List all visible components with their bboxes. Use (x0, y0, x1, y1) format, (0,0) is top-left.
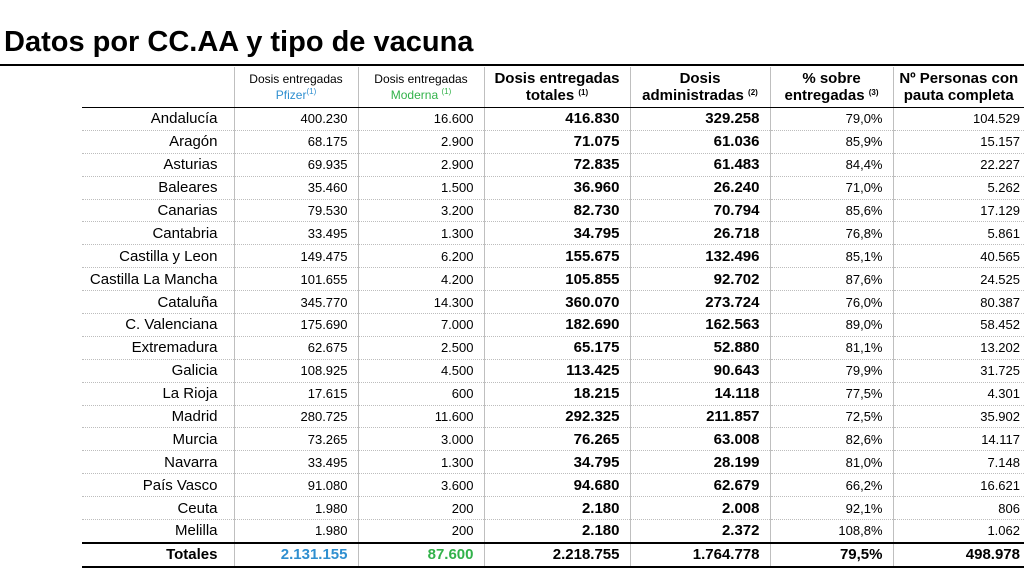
pfizer-cell: 1.980 (234, 520, 358, 543)
moderna-cell: 2.500 (358, 336, 484, 359)
porcentaje-cell: 85,9% (770, 130, 893, 153)
totales-column-header (484, 67, 630, 108)
totales-cell: 71.075 (484, 130, 630, 153)
pfizer-cell: 68.175 (234, 130, 358, 153)
region-cell: Andalucía (82, 108, 234, 131)
moderna-cell: 14.300 (358, 291, 484, 314)
totals-pfizer: 2.131.155 (234, 543, 358, 567)
table-row (82, 268, 1024, 291)
personas-cell: 806 (893, 497, 1024, 520)
region-cell: Castilla La Mancha (82, 268, 234, 291)
pfizer-header-line2: Pfizer (275, 88, 307, 102)
personas-cell: 58.452 (893, 314, 1024, 337)
region-cell: Navarra (82, 451, 234, 474)
administradas-cell: 162.563 (630, 314, 770, 337)
vaccine-data-table (82, 67, 1024, 568)
totales-cell: 155.675 (484, 245, 630, 268)
region-cell: Aragón (82, 130, 234, 153)
moderna-cell: 2.900 (358, 130, 484, 153)
administradas-cell: 62.679 (630, 474, 770, 497)
table-row (82, 405, 1024, 428)
porcentaje-cell: 76,0% (770, 291, 893, 314)
table-row (82, 382, 1024, 405)
totales-cell: 360.070 (484, 291, 630, 314)
administradas-cell: 329.258 (630, 108, 770, 131)
pfizer-cell: 73.265 (234, 428, 358, 451)
table-row (82, 359, 1024, 382)
administradas-cell: 61.036 (630, 130, 770, 153)
porcentaje-cell: 82,6% (770, 428, 893, 451)
region-cell: Cantabria (82, 222, 234, 245)
personas-cell: 5.861 (893, 222, 1024, 245)
personas-cell: 35.902 (893, 405, 1024, 428)
porcentaje-cell: 108,8% (770, 520, 893, 543)
administradas-cell: 2.008 (630, 497, 770, 520)
personas-cell: 4.301 (893, 382, 1024, 405)
totales-cell: 76.265 (484, 428, 630, 451)
totales-cell: 105.855 (484, 268, 630, 291)
table-row (82, 291, 1024, 314)
porcentaje-cell: 77,5% (770, 382, 893, 405)
moderna-column-header (358, 67, 484, 108)
porcentaje-cell: 92,1% (770, 497, 893, 520)
administradas-cell: 26.240 (630, 176, 770, 199)
totales-cell: 113.425 (484, 359, 630, 382)
totales-header-note: (1) (578, 88, 589, 97)
moderna-cell: 6.200 (358, 245, 484, 268)
moderna-cell: 200 (358, 520, 484, 543)
totales-header-line2: totales (525, 87, 575, 104)
porcentaje-column-header (770, 67, 893, 108)
administradas-cell: 273.724 (630, 291, 770, 314)
personas-cell: 14.117 (893, 428, 1024, 451)
moderna-cell: 1.500 (358, 176, 484, 199)
totales-cell: 65.175 (484, 336, 630, 359)
moderna-cell: 4.200 (358, 268, 484, 291)
personas-cell: 40.565 (893, 245, 1024, 268)
porcentaje-cell: 85,1% (770, 245, 893, 268)
moderna-header-line1: Dosis entregadas (374, 72, 468, 86)
pfizer-cell: 79.530 (234, 199, 358, 222)
table-row (82, 130, 1024, 153)
administradas-cell: 14.118 (630, 382, 770, 405)
moderna-cell: 3.200 (358, 199, 484, 222)
administradas-header-note: (2) (748, 88, 758, 97)
table-row (82, 108, 1024, 131)
totales-cell: 18.215 (484, 382, 630, 405)
pfizer-cell: 35.460 (234, 176, 358, 199)
totales-cell: 34.795 (484, 222, 630, 245)
region-cell: C. Valenciana (82, 314, 234, 337)
totales-cell: 94.680 (484, 474, 630, 497)
pfizer-cell: 17.615 (234, 382, 358, 405)
totals-personas: 498.978 (893, 543, 1024, 567)
region-cell: País Vasco (82, 474, 234, 497)
totales-cell: 36.960 (484, 176, 630, 199)
porcentaje-header-line1: % sobre (802, 70, 861, 87)
personas-cell: 80.387 (893, 291, 1024, 314)
pfizer-cell: 69.935 (234, 153, 358, 176)
administradas-cell: 132.496 (630, 245, 770, 268)
totales-cell: 2.180 (484, 497, 630, 520)
table-row (82, 520, 1024, 543)
totales-cell: 34.795 (484, 451, 630, 474)
porcentaje-cell: 76,8% (770, 222, 893, 245)
personas-cell: 22.227 (893, 153, 1024, 176)
personas-cell: 24.525 (893, 268, 1024, 291)
moderna-header-line2: Moderna (390, 88, 439, 102)
administradas-cell: 61.483 (630, 153, 770, 176)
pfizer-header-note: (1) (306, 87, 317, 96)
totales-header-line1: Dosis entregadas (494, 70, 620, 87)
table-row (82, 199, 1024, 222)
totals-totales: 2.218.755 (484, 543, 630, 567)
page-title: Datos por CC.AA y tipo de vacuna (4, 26, 474, 58)
porcentaje-cell: 89,0% (770, 314, 893, 337)
moderna-cell: 600 (358, 382, 484, 405)
moderna-cell: 16.600 (358, 108, 484, 131)
totales-cell: 182.690 (484, 314, 630, 337)
region-cell: Madrid (82, 405, 234, 428)
administradas-cell: 26.718 (630, 222, 770, 245)
administradas-cell: 70.794 (630, 199, 770, 222)
moderna-cell: 3.600 (358, 474, 484, 497)
table-row (82, 314, 1024, 337)
region-cell: Ceuta (82, 497, 234, 520)
moderna-cell: 4.500 (358, 359, 484, 382)
porcentaje-header-line2: entregadas (784, 87, 865, 104)
totales-cell: 416.830 (484, 108, 630, 131)
pfizer-cell: 101.655 (234, 268, 358, 291)
totales-cell: 72.835 (484, 153, 630, 176)
pfizer-cell: 345.770 (234, 291, 358, 314)
pfizer-cell: 91.080 (234, 474, 358, 497)
table-row (82, 176, 1024, 199)
administradas-cell: 2.372 (630, 520, 770, 543)
table-row (82, 245, 1024, 268)
personas-cell: 16.621 (893, 474, 1024, 497)
personas-cell: 104.529 (893, 108, 1024, 131)
porcentaje-cell: 81,0% (770, 451, 893, 474)
region-cell: Canarias (82, 199, 234, 222)
administradas-cell: 211.857 (630, 405, 770, 428)
region-cell: Asturias (82, 153, 234, 176)
personas-cell: 13.202 (893, 336, 1024, 359)
header-row (82, 67, 1024, 108)
moderna-cell: 200 (358, 497, 484, 520)
totals-moderna: 87.600 (358, 543, 484, 567)
porcentaje-cell: 85,6% (770, 199, 893, 222)
pfizer-cell: 1.980 (234, 497, 358, 520)
totals-administradas: 1.764.778 (630, 543, 770, 567)
moderna-cell: 3.000 (358, 428, 484, 451)
moderna-cell: 2.900 (358, 153, 484, 176)
administradas-cell: 92.702 (630, 268, 770, 291)
region-cell: Baleares (82, 176, 234, 199)
personas-cell: 7.148 (893, 451, 1024, 474)
administradas-cell: 52.880 (630, 336, 770, 359)
pfizer-cell: 108.925 (234, 359, 358, 382)
pfizer-cell: 62.675 (234, 336, 358, 359)
pfizer-header-line1: Dosis entregadas (249, 72, 343, 86)
administradas-cell: 63.008 (630, 428, 770, 451)
title-divider (0, 64, 1024, 66)
porcentaje-cell: 79,0% (770, 108, 893, 131)
table-row (82, 474, 1024, 497)
region-cell: Castilla y Leon (82, 245, 234, 268)
region-cell: Cataluña (82, 291, 234, 314)
personas-cell: 17.129 (893, 199, 1024, 222)
pfizer-cell: 280.725 (234, 405, 358, 428)
region-cell: Murcia (82, 428, 234, 451)
pfizer-cell: 149.475 (234, 245, 358, 268)
region-cell: Extremadura (82, 336, 234, 359)
totals-porcentaje: 79,5% (770, 543, 893, 567)
porcentaje-cell: 87,6% (770, 268, 893, 291)
region-cell: Melilla (82, 520, 234, 543)
table-body (82, 108, 1024, 543)
personas-column-header (893, 67, 1024, 108)
table-row (82, 222, 1024, 245)
pfizer-cell: 400.230 (234, 108, 358, 131)
table-row (82, 336, 1024, 359)
porcentaje-cell: 71,0% (770, 176, 893, 199)
porcentaje-cell: 66,2% (770, 474, 893, 497)
administradas-column-header (630, 67, 770, 108)
table-row (82, 428, 1024, 451)
personas-header-line1: Nº Personas con (899, 70, 1019, 87)
region-column-header (82, 67, 234, 108)
porcentaje-cell: 81,1% (770, 336, 893, 359)
table-row (82, 497, 1024, 520)
table-row (82, 451, 1024, 474)
table-row (82, 153, 1024, 176)
administradas-cell: 90.643 (630, 359, 770, 382)
moderna-cell: 1.300 (358, 451, 484, 474)
porcentaje-cell: 84,4% (770, 153, 893, 176)
moderna-cell: 7.000 (358, 314, 484, 337)
moderna-cell: 1.300 (358, 222, 484, 245)
totales-cell: 82.730 (484, 199, 630, 222)
pfizer-cell: 175.690 (234, 314, 358, 337)
personas-header-line2: pauta completa (903, 87, 1014, 104)
pfizer-cell: 33.495 (234, 222, 358, 245)
totales-cell: 2.180 (484, 520, 630, 543)
porcentaje-header-note: (3) (868, 88, 879, 97)
region-cell: Galicia (82, 359, 234, 382)
totals-row (82, 543, 1024, 567)
administradas-header-line2: administradas (642, 87, 744, 104)
pfizer-cell: 33.495 (234, 451, 358, 474)
porcentaje-cell: 72,5% (770, 405, 893, 428)
totales-cell: 292.325 (484, 405, 630, 428)
personas-cell: 1.062 (893, 520, 1024, 543)
personas-cell: 31.725 (893, 359, 1024, 382)
region-cell: La Rioja (82, 382, 234, 405)
administradas-cell: 28.199 (630, 451, 770, 474)
personas-cell: 5.262 (893, 176, 1024, 199)
moderna-header-note: (1) (441, 87, 452, 96)
moderna-cell: 11.600 (358, 405, 484, 428)
administradas-header-line1: Dosis (679, 70, 721, 87)
pfizer-column-header (234, 67, 358, 108)
totals-label: Totales (82, 543, 234, 567)
personas-cell: 15.157 (893, 130, 1024, 153)
porcentaje-cell: 79,9% (770, 359, 893, 382)
